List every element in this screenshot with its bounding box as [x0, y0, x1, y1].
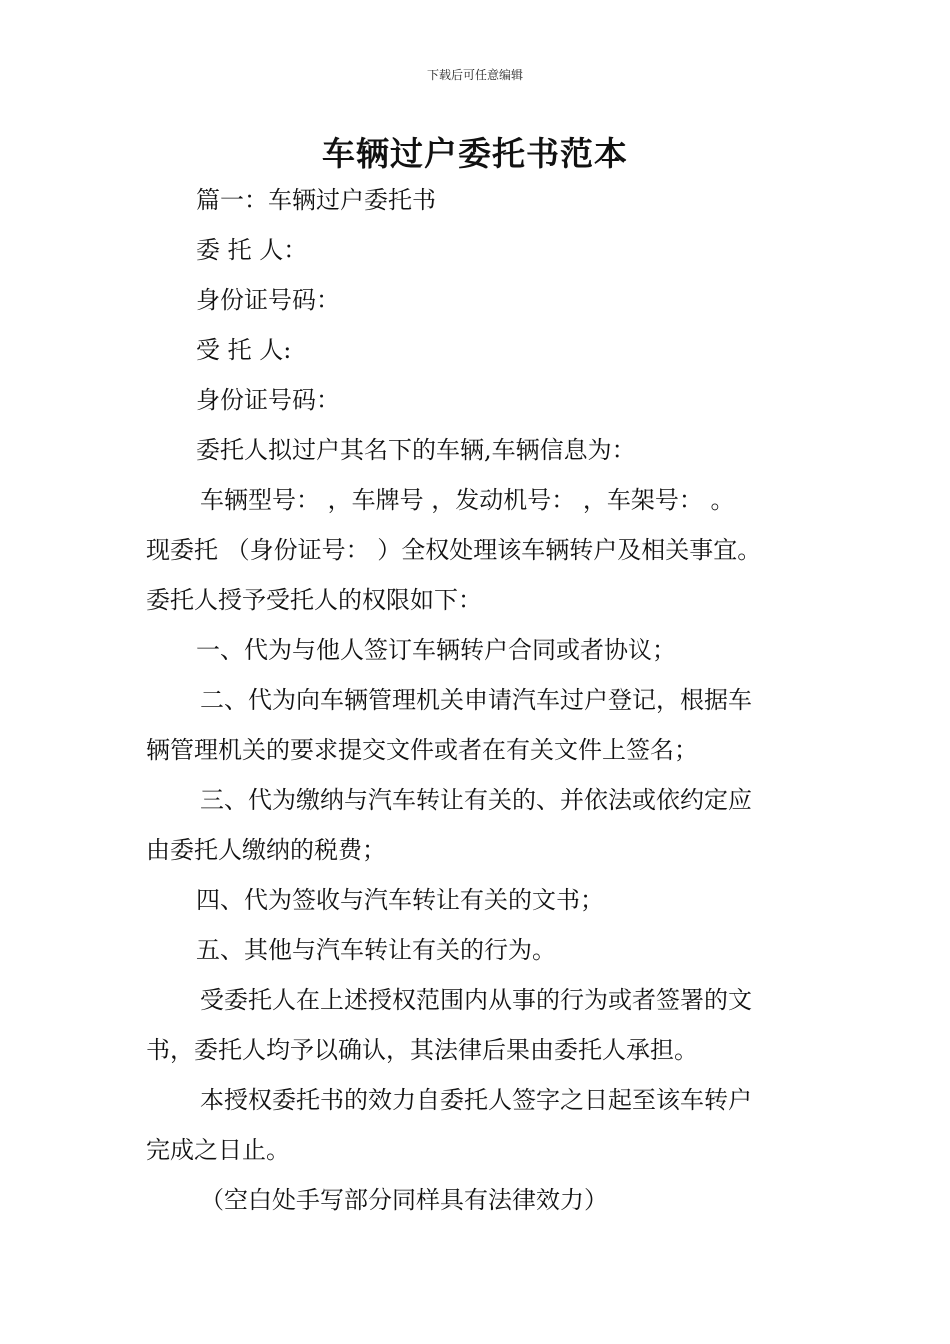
- agent-id-label: 身份证号码：: [196, 386, 340, 414]
- principal-label: 委 托 人：: [196, 236, 308, 264]
- authority-item-5: 五、其他与汽车转让有关的行为。: [196, 936, 556, 964]
- authority-item-2-cont: 辆管理机关的要求提交文件或者在有关文件上签名；: [146, 736, 698, 764]
- principal-id-label: 身份证号码：: [196, 286, 340, 314]
- validity-paragraph: 本授权委托书的效力自委托人签字之日起至该车转户: [200, 1086, 752, 1114]
- confirmation-paragraph: 受委托人在上述授权范围内从事的行为或者签署的文: [200, 986, 752, 1014]
- authority-item-3: 三、代为缴纳与汽车转让有关的、并依法或依约定应: [200, 786, 752, 814]
- authority-item-4: 四、代为签收与汽车转让有关的文书；: [196, 886, 604, 914]
- confirmation-paragraph-cont: 书，委托人均予以确认，其法律后果由委托人承担。: [146, 1036, 698, 1064]
- document-title: 车辆过户委托书范本: [322, 134, 628, 173]
- authority-item-3-cont: 由委托人缴纳的税费；: [146, 836, 386, 864]
- agent-label: 受 托 人:: [196, 336, 292, 364]
- authority-intro: 委托人授予受托人的权限如下：: [146, 586, 482, 614]
- intro-paragraph: 委托人拟过户其名下的车辆,车辆信息为：: [196, 436, 636, 464]
- authority-item-2: 二、代为向车辆管理机关申请汽车过户登记，根据车: [200, 686, 752, 714]
- entrust-line: 现委托 （身份证号： ）全权处理该车辆转户及相关事宜。: [146, 536, 762, 564]
- handwritten-note: （空白处手写部分同样具有法律效力）: [200, 1186, 608, 1214]
- authority-item-1: 一、代为与他人签订车辆转户合同或者协议；: [196, 636, 676, 664]
- section-heading: 篇一：车辆过户委托书: [196, 186, 436, 214]
- vehicle-info-line: 车辆型号： ，车牌号 ，发动机号： ，车架号： 。: [200, 486, 735, 514]
- validity-paragraph-cont: 完成之日止。: [146, 1136, 290, 1164]
- header-note: 下载后可任意编辑: [426, 68, 523, 82]
